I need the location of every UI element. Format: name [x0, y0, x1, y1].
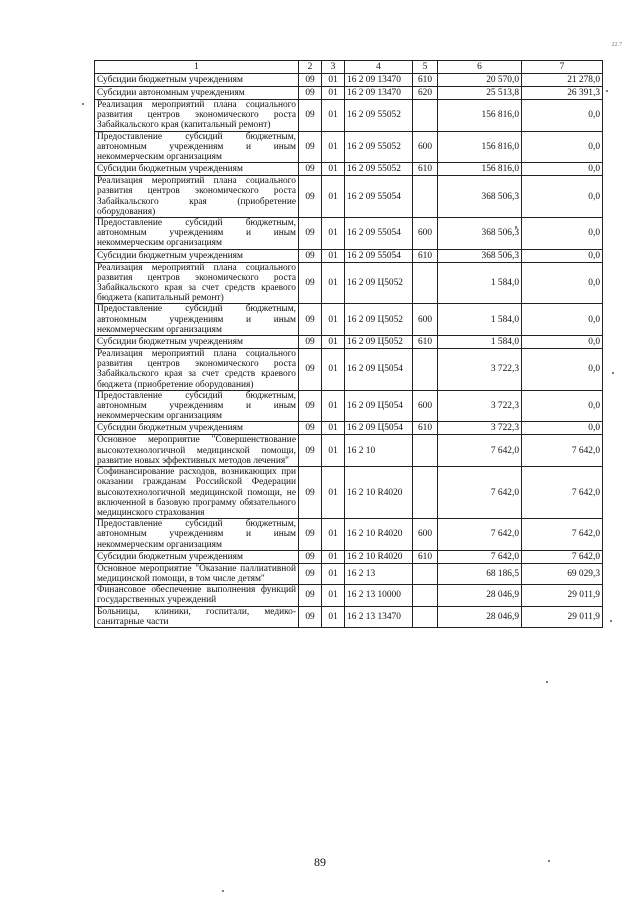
row-name-cell: Финансовое обеспечение выполнения функций государственных учреждений — [95, 585, 299, 606]
scan-speck — [515, 226, 517, 228]
expense-type-cell: 610 — [413, 74, 438, 87]
amount-2024-cell: 156 816,0 — [438, 131, 522, 163]
table-row — [95, 176, 603, 218]
expense-type-cell: 600 — [413, 390, 438, 422]
target-article-cell: 16 2 09 Ц5054 — [345, 422, 413, 435]
column-header: 1 — [95, 61, 299, 74]
amount-2024-cell: 368 506,3 — [438, 218, 522, 250]
section-code-cell: 09 — [299, 87, 322, 100]
target-article-cell: 16 2 09 Ц5052 — [345, 262, 413, 304]
amount-2024-cell: 28 046,9 — [438, 606, 522, 627]
expense-type-cell — [413, 606, 438, 627]
table-row — [95, 349, 603, 391]
section-code-cell: 09 — [299, 262, 322, 304]
amount-2025-cell: 0,0 — [522, 176, 603, 218]
subsection-code-cell: 01 — [322, 163, 345, 176]
amount-2025-cell: 0,0 — [522, 100, 603, 132]
subsection-code-cell: 01 — [322, 563, 345, 584]
subsection-code-cell: 01 — [322, 435, 345, 467]
scan-speck — [612, 372, 614, 374]
row-name-cell: Реализация мероприятий плана социального развития центров экономического роста Забайкальского края (капитальный ремонт) — [95, 100, 299, 132]
amount-2024-cell: 68 186,5 — [438, 563, 522, 584]
scan-speck — [610, 620, 612, 622]
amount-2025-cell: 0,0 — [522, 390, 603, 422]
expense-type-cell: 600 — [413, 218, 438, 250]
table-body — [95, 74, 603, 628]
subsection-code-cell: 01 — [322, 304, 345, 336]
subsection-code-cell: 01 — [322, 100, 345, 132]
amount-2024-cell: 25 513,8 — [438, 87, 522, 100]
expense-type-cell: 620 — [413, 87, 438, 100]
expense-type-cell: 610 — [413, 336, 438, 349]
amount-2025-cell: 7 642,0 — [522, 435, 603, 467]
section-code-cell: 09 — [299, 467, 322, 519]
amount-2024-cell: 156 816,0 — [438, 100, 522, 132]
amount-2025-cell: 0,0 — [522, 422, 603, 435]
section-code-cell: 09 — [299, 349, 322, 391]
amount-2024-cell: 3 722,3 — [438, 390, 522, 422]
subsection-code-cell: 01 — [322, 550, 345, 563]
corner-mark: 22.7 — [611, 42, 622, 48]
amount-2024-cell: 156 816,0 — [438, 163, 522, 176]
table-row — [95, 606, 603, 627]
expense-type-cell — [413, 349, 438, 391]
target-article-cell: 16 2 10 R4020 — [345, 550, 413, 563]
row-name-cell: Больницы, клиники, госпитали, медико-санитарные части — [95, 606, 299, 627]
target-article-cell: 16 2 10 R4020 — [345, 467, 413, 519]
row-name-cell: Реализация мероприятий плана социального развития центров экономического роста Забайкальского края (приобретение оборудования) — [95, 176, 299, 218]
target-article-cell: 16 2 09 55052 — [345, 100, 413, 132]
row-name-cell: Субсидии бюджетным учреждениям — [95, 163, 299, 176]
budget-table — [94, 60, 603, 628]
amount-2025-cell: 69 029,3 — [522, 563, 603, 584]
section-code-cell: 09 — [299, 422, 322, 435]
expense-type-cell — [413, 262, 438, 304]
subsection-code-cell: 01 — [322, 422, 345, 435]
amount-2024-cell: 3 722,3 — [438, 422, 522, 435]
amount-2024-cell: 28 046,9 — [438, 585, 522, 606]
page-number: 89 — [314, 855, 326, 869]
amount-2024-cell: 3 722,3 — [438, 349, 522, 391]
scan-speck — [546, 681, 548, 683]
row-name-cell: Предоставление субсидий бюджетным, автономным учреждениям и иным некоммерческим организациям — [95, 519, 299, 551]
expense-type-cell — [413, 563, 438, 584]
section-code-cell: 09 — [299, 249, 322, 262]
target-article-cell: 16 2 10 — [345, 435, 413, 467]
section-code-cell: 09 — [299, 100, 322, 132]
scan-speck — [606, 90, 608, 92]
subsection-code-cell: 01 — [322, 390, 345, 422]
section-code-cell: 09 — [299, 435, 322, 467]
section-code-cell: 09 — [299, 585, 322, 606]
row-name-cell: Предоставление субсидий бюджетным, автономным учреждениям и иным некоммерческим организациям — [95, 218, 299, 250]
target-article-cell: 16 2 13 13470 — [345, 606, 413, 627]
amount-2025-cell: 0,0 — [522, 249, 603, 262]
table-row — [95, 435, 603, 467]
section-code-cell: 09 — [299, 563, 322, 584]
amount-2025-cell: 0,0 — [522, 131, 603, 163]
table-row — [95, 390, 603, 422]
row-name-cell: Основное мероприятие "Оказание паллиативной медицинской помощи, в том числе детям" — [95, 563, 299, 584]
row-name-cell: Субсидии бюджетным учреждениям — [95, 74, 299, 87]
amount-2025-cell: 0,0 — [522, 262, 603, 304]
table-row — [95, 585, 603, 606]
table-row — [95, 304, 603, 336]
target-article-cell: 16 2 09 55054 — [345, 249, 413, 262]
scan-speck — [548, 860, 550, 862]
amount-2024-cell: 20 570,0 — [438, 74, 522, 87]
target-article-cell: 16 2 09 55054 — [345, 218, 413, 250]
row-name-cell: Субсидии автономным учреждениям — [95, 87, 299, 100]
table-row — [95, 74, 603, 87]
amount-2024-cell: 7 642,0 — [438, 550, 522, 563]
subsection-code-cell: 01 — [322, 262, 345, 304]
table-row — [95, 163, 603, 176]
target-article-cell: 16 2 09 Ц5054 — [345, 349, 413, 391]
target-article-cell: 16 2 09 Ц5052 — [345, 336, 413, 349]
expense-type-cell: 600 — [413, 131, 438, 163]
table-row — [95, 131, 603, 163]
expense-type-cell: 610 — [413, 422, 438, 435]
expense-type-cell: 610 — [413, 249, 438, 262]
amount-2025-cell: 29 011,9 — [522, 606, 603, 627]
amount-2025-cell: 0,0 — [522, 336, 603, 349]
table-row — [95, 87, 603, 100]
amount-2024-cell: 368 506,3 — [438, 249, 522, 262]
amount-2024-cell: 1 584,0 — [438, 336, 522, 349]
subsection-code-cell: 01 — [322, 74, 345, 87]
target-article-cell: 16 2 09 13470 — [345, 74, 413, 87]
amount-2025-cell: 7 642,0 — [522, 550, 603, 563]
table-row — [95, 550, 603, 563]
scan-speck — [82, 103, 84, 105]
section-code-cell: 09 — [299, 74, 322, 87]
target-article-cell: 16 2 09 55052 — [345, 163, 413, 176]
row-name-cell: Основное мероприятие "Совершенствование высокотехнологичной медицинской помощи, развитие новых эффективных методов лечения" — [95, 435, 299, 467]
amount-2024-cell: 1 584,0 — [438, 262, 522, 304]
table-row — [95, 422, 603, 435]
target-article-cell: 16 2 09 Ц5052 — [345, 304, 413, 336]
target-article-cell: 16 2 09 13470 — [345, 87, 413, 100]
amount-2025-cell: 7 642,0 — [522, 467, 603, 519]
section-code-cell: 09 — [299, 218, 322, 250]
section-code-cell: 09 — [299, 176, 322, 218]
table-row — [95, 262, 603, 304]
amount-2025-cell: 26 391,3 — [522, 87, 603, 100]
column-header: 5 — [413, 61, 438, 74]
expense-type-cell: 610 — [413, 550, 438, 563]
expense-type-cell — [413, 435, 438, 467]
expense-type-cell — [413, 467, 438, 519]
column-header: 2 — [299, 61, 322, 74]
subsection-code-cell: 01 — [322, 467, 345, 519]
subsection-code-cell: 01 — [322, 131, 345, 163]
table-row — [95, 519, 603, 551]
target-article-cell: 16 2 09 Ц5054 — [345, 390, 413, 422]
row-name-cell: Предоставление субсидий бюджетным, автономным учреждениям и иным некоммерческим организациям — [95, 304, 299, 336]
row-name-cell: Реализация мероприятий плана социального развития центров экономического роста Забайкальского края за счет средств краевого бюджета (приобретение оборудования) — [95, 349, 299, 391]
column-header: 7 — [522, 61, 603, 74]
subsection-code-cell: 01 — [322, 585, 345, 606]
expense-type-cell — [413, 100, 438, 132]
row-name-cell: Субсидии бюджетным учреждениям — [95, 249, 299, 262]
section-code-cell: 09 — [299, 163, 322, 176]
subsection-code-cell: 01 — [322, 606, 345, 627]
row-name-cell: Софинансирование расходов, возникающих при оказании гражданам Российской Федерации высокотехнологичной медицинской помощи, не включенной в базовую программу обязательного медицинского страхования — [95, 467, 299, 519]
section-code-cell: 09 — [299, 304, 322, 336]
table-row — [95, 249, 603, 262]
expense-type-cell: 600 — [413, 304, 438, 336]
table-row — [95, 336, 603, 349]
row-name-cell: Субсидии бюджетным учреждениям — [95, 422, 299, 435]
subsection-code-cell: 01 — [322, 87, 345, 100]
subsection-code-cell: 01 — [322, 349, 345, 391]
row-name-cell: Реализация мероприятий плана социального развития центров экономического роста Забайкальского края за счет средств краевого бюджета (капитальный ремонт) — [95, 262, 299, 304]
table-row — [95, 563, 603, 584]
row-name-cell: Предоставление субсидий бюджетным, автономным учреждениям и иным некоммерческим организациям — [95, 131, 299, 163]
amount-2025-cell: 0,0 — [522, 218, 603, 250]
section-code-cell: 09 — [299, 519, 322, 551]
expense-type-cell: 610 — [413, 163, 438, 176]
amount-2025-cell: 29 011,9 — [522, 585, 603, 606]
target-article-cell: 16 2 10 R4020 — [345, 519, 413, 551]
row-name-cell: Предоставление субсидий бюджетным, автономным учреждениям и иным некоммерческим организациям — [95, 390, 299, 422]
amount-2025-cell: 0,0 — [522, 304, 603, 336]
amount-2025-cell: 0,0 — [522, 163, 603, 176]
table-row — [95, 100, 603, 132]
target-article-cell: 16 2 13 10000 — [345, 585, 413, 606]
section-code-cell: 09 — [299, 606, 322, 627]
amount-2024-cell: 1 584,0 — [438, 304, 522, 336]
column-header: 3 — [322, 61, 345, 74]
section-code-cell: 09 — [299, 550, 322, 563]
section-code-cell: 09 — [299, 390, 322, 422]
amount-2024-cell: 368 506,3 — [438, 176, 522, 218]
subsection-code-cell: 01 — [322, 249, 345, 262]
amount-2024-cell: 7 642,0 — [438, 435, 522, 467]
amount-2024-cell: 7 642,0 — [438, 519, 522, 551]
column-header: 6 — [438, 61, 522, 74]
subsection-code-cell: 01 — [322, 519, 345, 551]
amount-2025-cell: 21 278,0 — [522, 74, 603, 87]
row-name-cell: Субсидии бюджетным учреждениям — [95, 550, 299, 563]
scan-speck — [222, 890, 224, 892]
target-article-cell: 16 2 09 55052 — [345, 131, 413, 163]
subsection-code-cell: 01 — [322, 218, 345, 250]
target-article-cell: 16 2 13 — [345, 563, 413, 584]
section-code-cell: 09 — [299, 131, 322, 163]
section-code-cell: 09 — [299, 336, 322, 349]
amount-2025-cell: 7 642,0 — [522, 519, 603, 551]
row-name-cell: Субсидии бюджетным учреждениям — [95, 336, 299, 349]
target-article-cell: 16 2 09 55054 — [345, 176, 413, 218]
expense-type-cell — [413, 585, 438, 606]
amount-2024-cell: 7 642,0 — [438, 467, 522, 519]
header-row — [95, 61, 603, 74]
column-header: 4 — [345, 61, 413, 74]
subsection-code-cell: 01 — [322, 336, 345, 349]
table-row — [95, 467, 603, 519]
subsection-code-cell: 01 — [322, 176, 345, 218]
expense-type-cell — [413, 176, 438, 218]
table-row — [95, 218, 603, 250]
expense-type-cell: 600 — [413, 519, 438, 551]
amount-2025-cell: 0,0 — [522, 349, 603, 391]
